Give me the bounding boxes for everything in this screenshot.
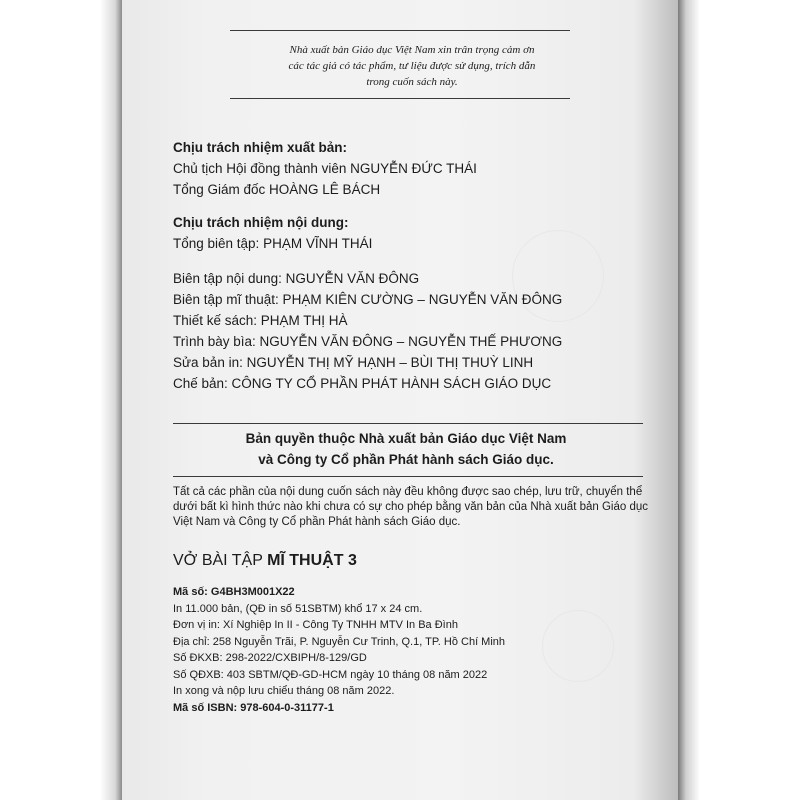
book-title bbox=[173, 552, 357, 570]
credit-line: Biên tập mĩ thuật: PHẠM KIÊN CƯỜNG – NGUYỄN VĂN ĐÔNG bbox=[173, 292, 563, 307]
detail-line: In xong và nộp lưu chiểu tháng 08 năm 2022. bbox=[173, 685, 395, 697]
detail-line: Số QĐXB: 403 SBTM/QĐ-GD-HCM ngày 10 tháng 08 năm 2022 bbox=[173, 668, 488, 681]
credit-line: Trình bày bìa: NGUYỄN VĂN ĐÔNG – NGUYỄN THẾ PHƯƠNG bbox=[173, 334, 563, 349]
copyright-bottom-rule bbox=[173, 476, 643, 477]
publishing-responsibility bbox=[173, 137, 477, 200]
chairman-line: Chủ tịch Hội đồng thành viên NGUYỄN ĐỨC THÁI bbox=[173, 161, 477, 176]
credit-line: Sửa bản in: NGUYỄN THỊ MỸ HẠNH – BÙI THỊ THUỲ LINH bbox=[173, 355, 534, 370]
book-title-prefix: VỞ BÀI TẬP bbox=[173, 552, 263, 569]
background-left bbox=[0, 0, 122, 800]
book-title-subject: MĨ THUẬT 3 bbox=[267, 552, 357, 569]
book-page bbox=[122, 0, 678, 800]
copyright-line: Bản quyền thuộc Nhà xuất bản Giáo dục Việt Nam bbox=[245, 431, 567, 446]
credit-line: Chế bản: CÔNG TY CỔ PHẦN PHÁT HÀNH SÁCH GIÁO DỤC bbox=[173, 376, 552, 391]
editorial-credits bbox=[173, 268, 562, 394]
ack-bottom-rule bbox=[230, 98, 570, 99]
isbn-line: Mã số ISBN: 978-604-0-31177-1 bbox=[173, 701, 334, 714]
content-responsibility bbox=[173, 212, 372, 254]
top-rule bbox=[230, 30, 570, 31]
publishing-heading: Chịu trách nhiệm xuất bản: bbox=[173, 140, 348, 155]
detail-line: In 11.000 bản, (QĐ in số 51SBTM) khổ 17 x 24 cm. bbox=[173, 602, 423, 615]
show-through-circle bbox=[542, 610, 614, 682]
ack-line: Nhà xuất bản Giáo dục Việt Nam xin trân trọng cảm ơn bbox=[289, 44, 535, 56]
content-heading: Chịu trách nhiệm nội dung: bbox=[173, 215, 349, 230]
detail-line: Số ĐKXB: 298-2022/CXBIPH/8-129/GD bbox=[173, 652, 367, 664]
credit-line: Thiết kế sách: PHẠM THỊ HÀ bbox=[173, 313, 348, 328]
print-details bbox=[173, 584, 505, 716]
rights-line: dưới bất kì hình thức nào khi chưa có sự cho phép bằng văn bản của Nhà xuất bản Giáo dục bbox=[173, 501, 648, 513]
acknowledgement-note bbox=[232, 42, 592, 90]
rights-notice bbox=[173, 485, 648, 530]
copyright-notice bbox=[173, 428, 639, 470]
book-code: Mã số: G4BH3M001X22 bbox=[173, 586, 295, 598]
copyright-line: và Công ty Cổ phần Phát hành sách Giáo dục. bbox=[258, 452, 554, 467]
editor-in-chief-line: Tổng biên tập: PHẠM VĨNH THÁI bbox=[173, 236, 373, 251]
detail-line: Đơn vị in: Xí Nghiệp In II - Công Ty TNHH MTV In Ba Đình bbox=[173, 619, 458, 631]
copyright-top-rule bbox=[173, 423, 643, 424]
detail-line: Địa chỉ: 258 Nguyễn Trãi, P. Nguyễn Cư Trinh, Q.1, TP. Hồ Chí Minh bbox=[173, 635, 506, 648]
rights-line: Việt Nam và Công ty Cổ phần Phát hành sách Giáo dục. bbox=[173, 516, 461, 528]
ack-line: các tác giả có tác phẩm, tư liệu được sử dụng, trích dẫn bbox=[288, 60, 536, 72]
rights-line: Tất cả các phần của nội dung cuốn sách này đều không được sao chép, lưu trữ, chuyển thể bbox=[173, 486, 643, 498]
credit-line: Biên tập nội dung: NGUYỄN VĂN ĐÔNG bbox=[173, 271, 420, 286]
background-right bbox=[678, 0, 800, 800]
ack-line: trong cuốn sách này. bbox=[366, 76, 458, 88]
director-line: Tổng Giám đốc HOÀNG LÊ BÁCH bbox=[173, 182, 381, 197]
